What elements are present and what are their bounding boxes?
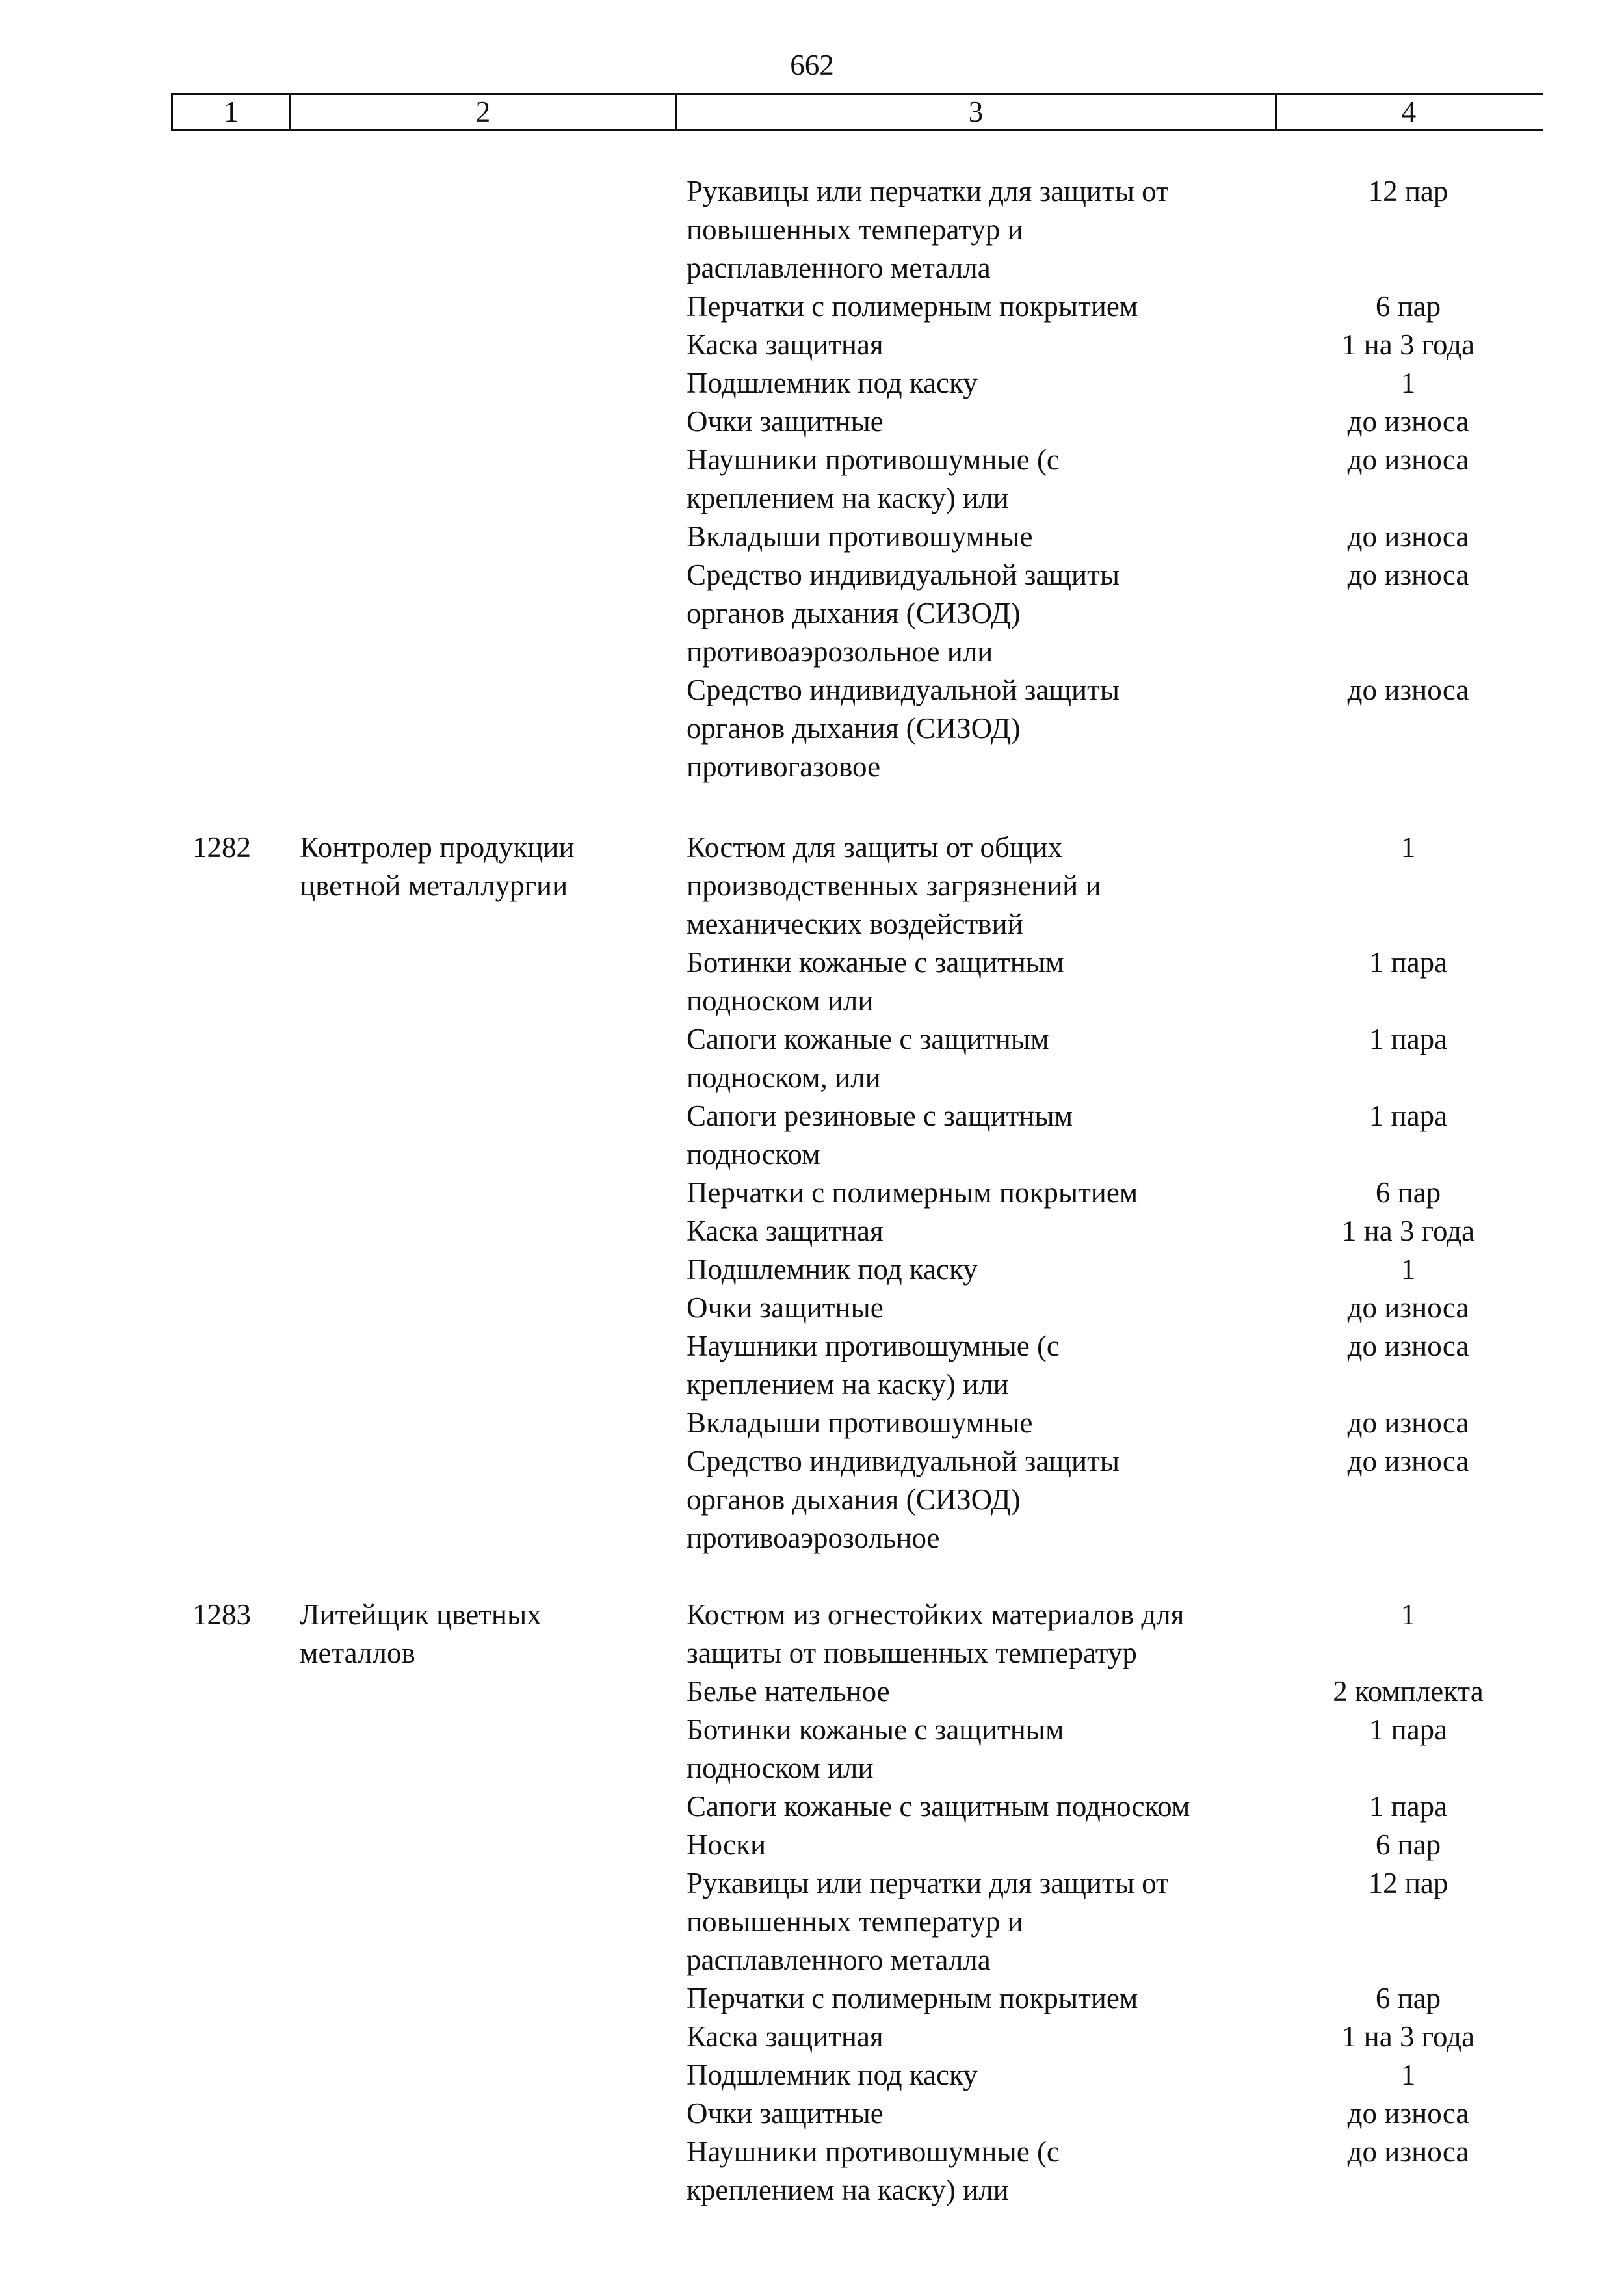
equipment-name-line: Ботинки кожаные с защитным <box>687 1713 1064 1746</box>
issue-norm: 6 пар <box>1375 290 1441 323</box>
issue-norm: 1 пара <box>1369 1790 1448 1823</box>
equipment-item <box>687 1289 1545 1327</box>
equipment-item <box>687 1020 1545 1097</box>
issue-norm: до износа <box>1347 520 1469 553</box>
issue-norm: 2 комплекта <box>1333 1675 1484 1708</box>
equipment-name-line: Вкладыши противошумные <box>687 1406 1033 1439</box>
equipment-name-line: Наушники противошумные (с <box>687 2135 1060 2168</box>
equipment-name-line: Каска защитная <box>687 1215 884 1247</box>
equipment-name-line: органов дыхания (СИЗОД) <box>687 1483 1021 1516</box>
equipment-item <box>687 2094 1545 2133</box>
issue-norm: 1 пара <box>1369 1023 1448 1055</box>
equipment-name-line: Костюм из огнестойких материалов для <box>687 1598 1185 1631</box>
equipment-item <box>687 364 1545 402</box>
issue-norm: до износа <box>1347 559 1469 591</box>
equipment-item <box>687 518 1545 556</box>
equipment-item <box>687 1250 1545 1289</box>
equipment-name-line: противоаэрозольное <box>687 1522 940 1554</box>
equipment-name <box>687 1596 1278 1672</box>
issue-norm: до износа <box>1347 1330 1469 1362</box>
equipment-name-line: подноском <box>687 1138 820 1170</box>
equipment-item <box>687 1864 1545 1979</box>
header-col-1: 1 <box>173 95 291 129</box>
equipment-item <box>687 1711 1545 1788</box>
equipment-item <box>687 2018 1545 2056</box>
equipment-name-line: Сапоги кожаные с защитным подноском <box>687 1790 1190 1823</box>
equipment-name <box>687 2056 1278 2094</box>
equipment-item <box>687 2056 1545 2094</box>
equipment-name <box>687 172 1278 287</box>
equipment-name-line: повышенных температур и <box>687 213 1023 246</box>
equipment-name-line: Подшлемник под каску <box>687 367 978 399</box>
equipment-item <box>687 172 1545 287</box>
equipment-name-line: Каска защитная <box>687 2020 884 2053</box>
equipment-name <box>687 364 1278 402</box>
equipment-name-line: Средство индивидуальной защиты <box>687 559 1120 591</box>
equipment-name-line: Вкладыши противошумные <box>687 520 1033 553</box>
equipment-item <box>687 1826 1545 1864</box>
equipment-name <box>687 1212 1278 1250</box>
issue-norm: до износа <box>1347 1445 1469 1477</box>
equipment-item <box>687 828 1545 943</box>
profession-line: металлов <box>300 1637 415 1669</box>
issue-norm: до износа <box>1347 443 1469 476</box>
page-number: 662 <box>790 49 834 81</box>
equipment-name <box>687 1020 1278 1097</box>
equipment-item <box>687 2133 1545 2210</box>
equipment-name <box>687 402 1278 441</box>
issue-norm: до износа <box>1347 405 1469 438</box>
equipment-name-line: Очки защитные <box>687 405 884 438</box>
profession-line: цветной металлургии <box>300 869 568 902</box>
equipment-name-line: органов дыхания (СИЗОД) <box>687 712 1021 745</box>
equipment-name-line: Костюм для защиты от общих <box>687 831 1063 864</box>
equipment-name-line: подноском, или <box>687 1061 881 1094</box>
issue-norm: до износа <box>1347 1406 1469 1439</box>
issue-norm: 1 на 3 года <box>1341 1215 1475 1247</box>
equipment-item <box>687 402 1545 441</box>
equipment-name-line: Каска защитная <box>687 328 884 361</box>
issue-norm: 6 пар <box>1375 1828 1441 1861</box>
equipment-name-line: креплением на каску) или <box>687 2174 1009 2206</box>
equipment-name <box>687 441 1278 518</box>
equipment-name-line: креплением на каску) или <box>687 482 1009 514</box>
equipment-item <box>687 556 1545 671</box>
equipment-name-line: Наушники противошумные (с <box>687 1330 1060 1362</box>
issue-norm: 1 <box>1400 831 1416 864</box>
equipment-item <box>687 943 1545 1020</box>
equipment-name-line: Подшлемник под каску <box>687 2059 978 2091</box>
equipment-name <box>687 1097 1278 1174</box>
equipment-item <box>687 1596 1545 1672</box>
equipment-name-line: Средство индивидуальной защиты <box>687 1445 1120 1477</box>
equipment-item <box>687 671 1545 786</box>
profession-line: Литейщик цветных <box>300 1598 542 1631</box>
equipment-name-line: Перчатки с полимерным покрытием <box>687 290 1138 323</box>
issue-norm: 12 пар <box>1368 1867 1448 1899</box>
equipment-name-line: повышенных температур и <box>687 1905 1023 1938</box>
equipment-name <box>687 1979 1278 2018</box>
equipment-name <box>687 2133 1278 2210</box>
issue-norm: 1 <box>1400 1253 1416 1286</box>
issue-norm: до износа <box>1347 2135 1469 2168</box>
equipment-name-line: Перчатки с полимерным покрытием <box>687 1982 1138 2014</box>
equipment-name <box>687 671 1278 786</box>
equipment-name-line: противогазовое <box>687 750 881 783</box>
equipment-name-line: Подшлемник под каску <box>687 1253 978 1286</box>
issue-norm: до износа <box>1347 674 1469 706</box>
issue-norm: до износа <box>1347 1291 1469 1324</box>
header-col-3: 3 <box>677 95 1277 129</box>
equipment-list <box>687 172 1545 786</box>
equipment-name <box>687 1174 1278 1212</box>
equipment-name <box>687 2094 1278 2133</box>
equipment-name-line: Рукавицы или перчатки для защиты от <box>687 1867 1169 1899</box>
equipment-name-line: подноском или <box>687 1752 874 1784</box>
equipment-list <box>687 1596 1545 2210</box>
equipment-name <box>687 828 1278 943</box>
equipment-name-line: противоаэрозольное или <box>687 635 993 668</box>
equipment-name <box>687 518 1278 556</box>
equipment-name <box>687 2018 1278 2056</box>
equipment-name <box>687 1289 1278 1327</box>
equipment-name-line: Средство индивидуальной защиты <box>687 674 1120 706</box>
issue-norm: 1 на 3 года <box>1341 328 1475 361</box>
issue-norm: 6 пар <box>1375 1982 1441 2014</box>
equipment-name-line: органов дыхания (СИЗОД) <box>687 597 1021 629</box>
equipment-name-line: Ботинки кожаные с защитным <box>687 946 1064 979</box>
equipment-item <box>687 441 1545 518</box>
issue-norm: 12 пар <box>1368 175 1448 207</box>
equipment-item <box>687 1404 1545 1442</box>
equipment-name <box>687 1864 1278 1979</box>
equipment-item <box>687 1097 1545 1174</box>
row-code: 1282 <box>192 831 251 864</box>
equipment-name <box>687 1826 1278 1864</box>
equipment-item <box>687 1788 1545 1826</box>
equipment-list <box>687 828 1545 1557</box>
equipment-item <box>687 1212 1545 1250</box>
issue-norm: 1 <box>1400 2059 1416 2091</box>
equipment-item <box>687 1979 1545 2018</box>
issue-norm: 1 <box>1400 1598 1416 1631</box>
profession-name <box>300 828 677 905</box>
equipment-name-line: подноском или <box>687 984 874 1017</box>
equipment-name-line: креплением на каску) или <box>687 1368 1009 1401</box>
equipment-name-line: механических воздействий <box>687 908 1023 940</box>
equipment-name-line: расплавленного металла <box>687 1944 991 1976</box>
equipment-item <box>687 326 1545 364</box>
equipment-name-line: расплавленного металла <box>687 252 991 284</box>
equipment-name <box>687 1672 1278 1711</box>
table-header <box>171 93 1543 131</box>
equipment-name <box>687 556 1278 671</box>
equipment-name <box>687 1442 1278 1557</box>
equipment-name-line: Наушники противошумные (с <box>687 443 1060 476</box>
equipment-name <box>687 943 1278 1020</box>
equipment-name-line: Очки защитные <box>687 1291 884 1324</box>
equipment-item <box>687 1672 1545 1711</box>
equipment-name <box>687 1404 1278 1442</box>
issue-norm: 1 пара <box>1369 1100 1448 1132</box>
equipment-name-line: Перчатки с полимерным покрытием <box>687 1176 1138 1209</box>
issue-norm: 1 пара <box>1369 946 1448 979</box>
equipment-name-line: Белье нательное <box>687 1675 890 1708</box>
equipment-name-line: Сапоги резиновые с защитным <box>687 1100 1073 1132</box>
equipment-name-line: производственных загрязнений и <box>687 869 1101 902</box>
equipment-name-line: защиты от повышенных температур <box>687 1637 1137 1669</box>
issue-norm: до износа <box>1347 2097 1469 2130</box>
equipment-name-line: Рукавицы или перчатки для защиты от <box>687 175 1169 207</box>
issue-norm: 1 на 3 года <box>1341 2020 1475 2053</box>
profession-line: Контролер продукции <box>300 831 575 864</box>
equipment-name-line: Носки <box>687 1828 766 1861</box>
issue-norm: 1 пара <box>1369 1713 1448 1746</box>
equipment-name-line: Сапоги кожаные с защитным <box>687 1023 1049 1055</box>
header-col-2: 2 <box>291 95 677 129</box>
header-col-4: 4 <box>1401 96 1417 128</box>
equipment-item <box>687 287 1545 326</box>
equipment-name <box>687 1788 1278 1826</box>
equipment-name-line: Очки защитные <box>687 2097 884 2130</box>
equipment-name <box>687 287 1278 326</box>
equipment-name <box>687 326 1278 364</box>
equipment-item <box>687 1327 1545 1404</box>
issue-norm: 1 <box>1400 367 1416 399</box>
equipment-item <box>687 1442 1545 1557</box>
equipment-name <box>687 1711 1278 1788</box>
equipment-item <box>687 1174 1545 1212</box>
issue-norm: 6 пар <box>1375 1176 1441 1209</box>
profession-name <box>300 1596 677 1672</box>
equipment-name <box>687 1327 1278 1404</box>
row-code: 1283 <box>192 1598 251 1631</box>
equipment-name <box>687 1250 1278 1289</box>
